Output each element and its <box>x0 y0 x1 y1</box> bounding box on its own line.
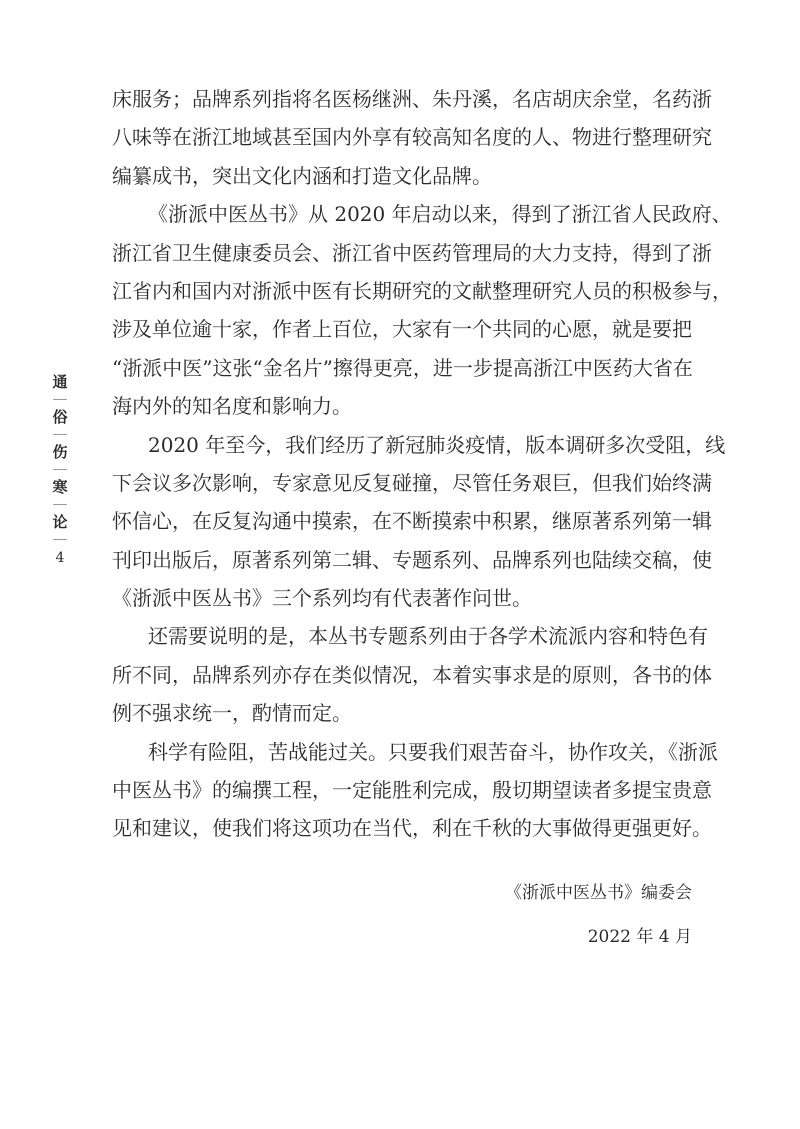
paragraph-line: 海内外的知名度和影响力。 <box>112 394 352 419</box>
page-number: 4 <box>55 550 65 566</box>
side-title-char: 通 <box>52 373 68 391</box>
divider <box>53 539 67 540</box>
body-text <box>112 80 732 848</box>
paragraph-line: 浙江省卫生健康委员会、浙江省中医药管理局的大力支持，得到了浙 <box>112 240 712 265</box>
side-title-char: 伤 <box>52 443 68 461</box>
side-title-char: 俗 <box>52 408 68 426</box>
paragraph-line: 八味等在浙江地域甚至国内外享有较高知名度的人、物进行整理研究 <box>112 125 712 150</box>
running-title-vertical <box>48 372 72 566</box>
paragraph-line: 《浙派中医丛书》从 2020 年启动以来，得到了浙江省人民政府、 <box>148 202 732 227</box>
paragraph-line: 刊印出版后，原著系列第二辑、专题系列、品牌系列也陆续交稿，使 <box>112 547 712 572</box>
divider <box>53 469 67 470</box>
date: 2022 年 4 月 <box>587 927 692 947</box>
paragraph-line: 编纂成书，突出文化内涵和打造文化品牌。 <box>112 163 492 188</box>
paragraph-line: 中医丛书》的编撰工程，一定能胜利完成，殷切期望读者多提宝贵意 <box>112 778 712 803</box>
signature: 《浙派中医丛书》编委会 <box>505 883 692 903</box>
paragraph-line: 《浙派中医丛书》三个系列均有代表著作问世。 <box>112 586 532 611</box>
paragraph-line: 涉及单位逾十家，作者上百位，大家有一个共同的心愿，就是要把 <box>112 317 692 342</box>
paragraph-line: 所不同，品牌系列亦存在类似情况，本着实事求是的原则，各书的体 <box>112 662 712 687</box>
divider <box>53 399 67 400</box>
paragraph-line: 例不强求统一，酌情而定。 <box>112 701 352 726</box>
paragraph-line: 怀信心，在反复沟通中摸索，在不断摸索中积累，继原著系列第一辑 <box>112 509 712 534</box>
paragraph-line: 床服务；品牌系列指将名医杨继洲、朱丹溪，名店胡庆余堂，名药浙 <box>112 87 712 111</box>
paragraph-line: 科学有险阻，苦战能过关。只要我们艰苦奋斗，协作攻关，《浙派 <box>148 739 718 764</box>
side-title-char: 寒 <box>52 478 68 496</box>
paragraph-line: 见和建议，使我们将这项功在当代，利在千秋的大事做得更强更好。 <box>112 816 712 841</box>
paragraph-line: 下会议多次影响，专家意见反复碰撞，尽管任务艰巨，但我们始终满 <box>112 470 712 495</box>
paragraph-line: 还需要说明的是，本丛书专题系列由于各学术流派内容和特色有 <box>148 624 708 649</box>
paragraph-line: “浙派中医”这张“金名片”擦得更亮，进一步提高浙江中医药大省在 <box>112 355 693 380</box>
paragraph-line: 江省内和国内对浙派中医有长期研究的文献整理研究人员的积极参与， <box>112 278 732 303</box>
divider <box>53 504 67 505</box>
side-title-char: 论 <box>52 513 68 531</box>
paragraph-line: 2020 年至今，我们经历了新冠肺炎疫情，版本调研多次受阻，线 <box>148 432 726 457</box>
divider <box>53 434 67 435</box>
